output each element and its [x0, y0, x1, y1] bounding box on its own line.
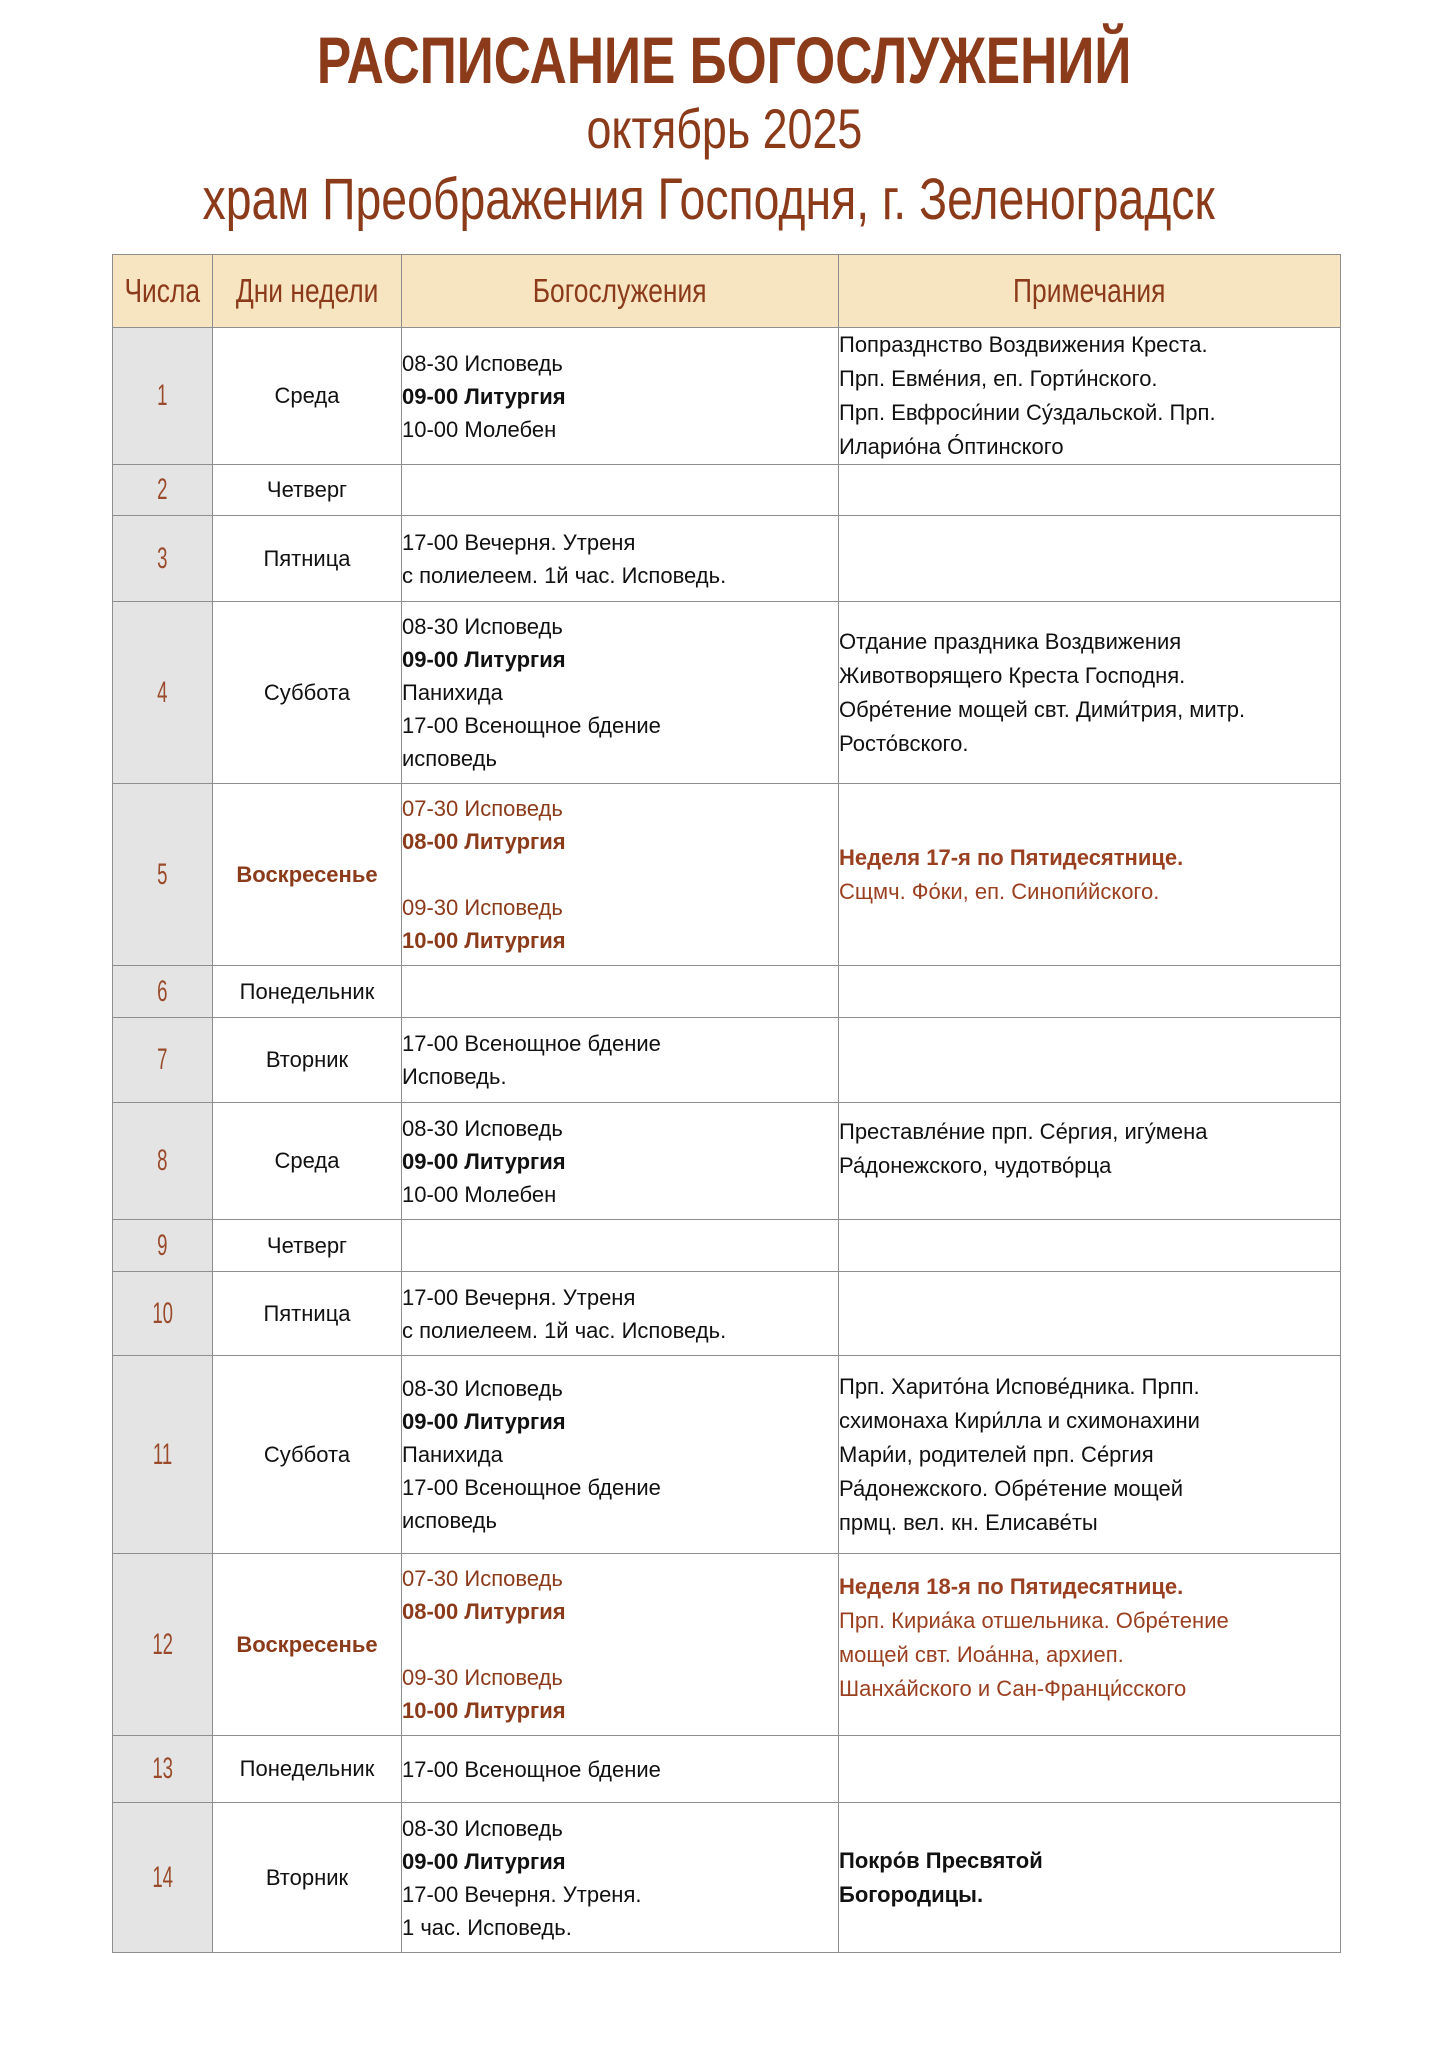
notes-cell: [839, 1803, 1341, 1953]
service-line: 09-00 Литургия: [402, 647, 566, 672]
notes-cell: [839, 1220, 1341, 1272]
table-row: [113, 1103, 1341, 1220]
date-cell: [113, 1272, 213, 1356]
notes-cell: [839, 1356, 1341, 1554]
column-header-date: Числа: [113, 255, 213, 328]
service-line: 07-30 Исповедь: [402, 796, 563, 821]
weekday-cell: Суббота: [213, 1356, 402, 1554]
service-line: 09-30 Исповедь: [402, 895, 563, 920]
services-cell: [402, 1356, 839, 1554]
note-line: Иларио́на О́птинского: [839, 434, 1064, 459]
service-line: 07-30 Исповедь: [402, 1566, 563, 1591]
service-line: 08-00 Литургия: [402, 1599, 566, 1624]
service-line: 17-00 Вечерня. Утреня.: [402, 1881, 642, 1907]
weekday-cell: Среда: [213, 1103, 402, 1220]
page-title: РАСПИСАНИЕ БОГОСЛУЖЕНИЙ: [317, 23, 1132, 97]
notes-cell: [839, 602, 1341, 784]
services-cell: [402, 328, 839, 465]
table-row: [113, 602, 1341, 784]
date-cell: [113, 784, 213, 966]
note-line: Неделя 18-я по Пятидесятнице.: [839, 1574, 1184, 1599]
date-number: 12: [152, 1627, 173, 1661]
schedule-table: [112, 254, 1341, 1953]
service-line: 08-30 Исповедь: [402, 1115, 563, 1141]
notes-cell: [839, 966, 1341, 1018]
services-cell: [402, 465, 839, 516]
service-line: [402, 858, 838, 891]
weekday-cell: Понедельник: [213, 966, 402, 1018]
date-number: 14: [152, 1860, 173, 1894]
table-row: [113, 1803, 1341, 1953]
date-cell: [113, 966, 213, 1018]
service-line: 17-00 Всенощное бдение: [402, 1031, 661, 1056]
note-line: Богородицы.: [839, 1881, 984, 1907]
note-line: Прп. Кириа́ка отшельника. Обре́тение: [839, 1608, 1229, 1633]
table-row: [113, 465, 1341, 516]
date-number: 13: [152, 1752, 173, 1785]
date-cell: [113, 1103, 213, 1220]
notes-cell: [839, 328, 1341, 465]
date-number: 2: [157, 473, 168, 506]
date-number: 11: [152, 1437, 173, 1471]
note-line: схимонаха Кири́лла и схимонахини: [839, 1407, 1200, 1433]
date-number: 9: [157, 1228, 168, 1262]
weekday-cell: Вторник: [213, 1018, 402, 1103]
weekday-cell: Пятница: [213, 1272, 402, 1356]
note-line: Росто́вского.: [839, 730, 969, 756]
table-row: [113, 1018, 1341, 1103]
date-cell: [113, 1554, 213, 1736]
column-header-services: Богослужения: [402, 255, 839, 328]
service-line: 17-00 Вечерня. Утреня: [402, 1284, 636, 1310]
services-cell: [402, 1554, 839, 1736]
service-line: [402, 1628, 838, 1661]
service-line: 10-00 Литургия: [402, 928, 566, 953]
notes-cell: [839, 1272, 1341, 1356]
note-line: Животворящего Креста Господня.: [839, 662, 1186, 688]
service-line: с полиелеем. 1й час. Исповедь.: [402, 562, 727, 588]
note-line: Покро́в Пресвятой: [839, 1847, 1043, 1873]
date-cell: [113, 602, 213, 784]
service-line: 17-00 Всенощное бдение: [402, 1475, 661, 1500]
weekday-cell: Вторник: [213, 1803, 402, 1953]
weekday-cell: Понедельник: [213, 1736, 402, 1803]
note-line: Преставле́ние прп. Се́ргия, игу́мена: [839, 1119, 1208, 1144]
service-line: 17-00 Всенощное бдение: [402, 1756, 661, 1782]
date-number: 8: [157, 1144, 168, 1177]
note-line: Неделя 17-я по Пятидесятнице.: [839, 844, 1184, 870]
service-line: 08-00 Литургия: [402, 829, 566, 854]
weekday-cell: Среда: [213, 328, 402, 465]
services-cell: [402, 1736, 839, 1803]
services-cell: [402, 1220, 839, 1272]
column-header-notes: Примечания: [839, 255, 1341, 328]
services-cell: [402, 1018, 839, 1103]
date-cell: [113, 465, 213, 516]
note-line: мощей свт. Иоа́нна, архиеп.: [839, 1642, 1124, 1667]
note-line: Сщмч. Фо́ки, еп. Синопи́йского.: [839, 878, 1160, 904]
date-cell: [113, 1803, 213, 1953]
service-line: исповедь: [402, 1508, 497, 1533]
notes-cell: [839, 1554, 1341, 1736]
notes-cell: [839, 1103, 1341, 1220]
service-line: 09-00 Литургия: [402, 1409, 566, 1434]
service-line: 08-30 Исповедь: [402, 350, 563, 376]
note-line: Прп. Евме́ния, еп. Горти́нского.: [839, 366, 1158, 391]
services-cell: [402, 1803, 839, 1953]
service-line: 08-30 Исповедь: [402, 1815, 563, 1841]
date-cell: [113, 1736, 213, 1803]
service-line: 17-00 Всенощное бдение: [402, 713, 661, 738]
notes-cell: [839, 1736, 1341, 1803]
table-row: [113, 1272, 1341, 1356]
table-header: [113, 255, 1341, 328]
service-line: 09-00 Литургия: [402, 1848, 566, 1874]
service-line: с полиелеем. 1й час. Исповедь.: [402, 1317, 727, 1343]
date-cell: [113, 328, 213, 465]
note-line: прмц. вел. кн. Елисаве́ты: [839, 1509, 1098, 1535]
service-line: 10-00 Литургия: [402, 1698, 566, 1723]
table-row: [113, 516, 1341, 602]
service-line: 1 час. Исповедь.: [402, 1914, 572, 1940]
date-number: 7: [157, 1043, 168, 1076]
services-cell: [402, 784, 839, 966]
service-line: 08-30 Исповедь: [402, 1376, 563, 1401]
service-line: исповедь: [402, 746, 497, 771]
date-number: 5: [157, 857, 168, 891]
note-line: Попразднство Воздвижения Креста.: [839, 332, 1208, 357]
weekday-cell: Четверг: [213, 1220, 402, 1272]
weekday-cell: Пятница: [213, 516, 402, 602]
note-line: Ра́донежского. Обре́тение мощей: [839, 1475, 1183, 1501]
service-line: Панихида: [402, 680, 503, 705]
date-number: 6: [157, 974, 168, 1008]
table-row: [113, 1736, 1341, 1803]
note-line: Отдание праздника Воздвижения: [839, 628, 1182, 654]
table-row: [113, 1554, 1341, 1736]
note-line: Прп. Харито́на Испове́дника. Прпп.: [839, 1373, 1200, 1399]
services-cell: [402, 1272, 839, 1356]
column-header-weekday: Дни недели: [213, 255, 402, 328]
notes-cell: [839, 516, 1341, 602]
date-number: 1: [157, 379, 168, 412]
service-line: 09-00 Литургия: [402, 1148, 566, 1174]
note-line: Шанха́йского и Сан-Франци́сского: [839, 1676, 1187, 1701]
weekday-cell: Четверг: [213, 465, 402, 516]
date-number: 3: [157, 541, 168, 575]
services-cell: [402, 516, 839, 602]
service-line: 10-00 Молебен: [402, 416, 557, 442]
church-subtitle: храм Преображения Господня, г. Зеленоградск: [202, 167, 1215, 232]
service-line: 17-00 Вечерня. Утреня: [402, 529, 636, 555]
date-cell: [113, 1220, 213, 1272]
note-line: Прп. Евфроси́нии Су́здальской. Прп.: [839, 400, 1216, 425]
table-row: [113, 1220, 1341, 1272]
notes-cell: [839, 1018, 1341, 1103]
date-number: 4: [157, 675, 168, 709]
service-line: 10-00 Молебен: [402, 1181, 557, 1207]
service-line: Исповедь.: [402, 1064, 507, 1089]
services-cell: [402, 602, 839, 784]
month-subtitle: октябрь 2025: [586, 97, 863, 160]
service-line: 08-30 Исповедь: [402, 614, 563, 639]
weekday-cell: Воскресенье: [213, 784, 402, 966]
note-line: Мари́и, родителей прп. Се́ргия: [839, 1441, 1154, 1467]
services-cell: [402, 966, 839, 1018]
service-line: 09-30 Исповедь: [402, 1665, 563, 1690]
table-body: [113, 328, 1341, 1953]
header-row: [113, 255, 1341, 328]
weekday-cell: Суббота: [213, 602, 402, 784]
notes-cell: [839, 465, 1341, 516]
date-cell: [113, 516, 213, 602]
table-row: [113, 328, 1341, 465]
date-number: 10: [152, 1296, 173, 1330]
table-row: [113, 784, 1341, 966]
date-cell: [113, 1356, 213, 1554]
note-line: Обре́тение мощей свт. Дими́трия, митр.: [839, 696, 1246, 722]
services-cell: [402, 1103, 839, 1220]
weekday-cell: Воскресенье: [213, 1554, 402, 1736]
notes-cell: [839, 784, 1341, 966]
table-row: [113, 1356, 1341, 1554]
note-line: Ра́донежского, чудотво́рца: [839, 1153, 1112, 1178]
service-line: 09-00 Литургия: [402, 383, 566, 409]
service-line: Панихида: [402, 1442, 503, 1467]
date-cell: [113, 1018, 213, 1103]
table-row: [113, 966, 1341, 1018]
